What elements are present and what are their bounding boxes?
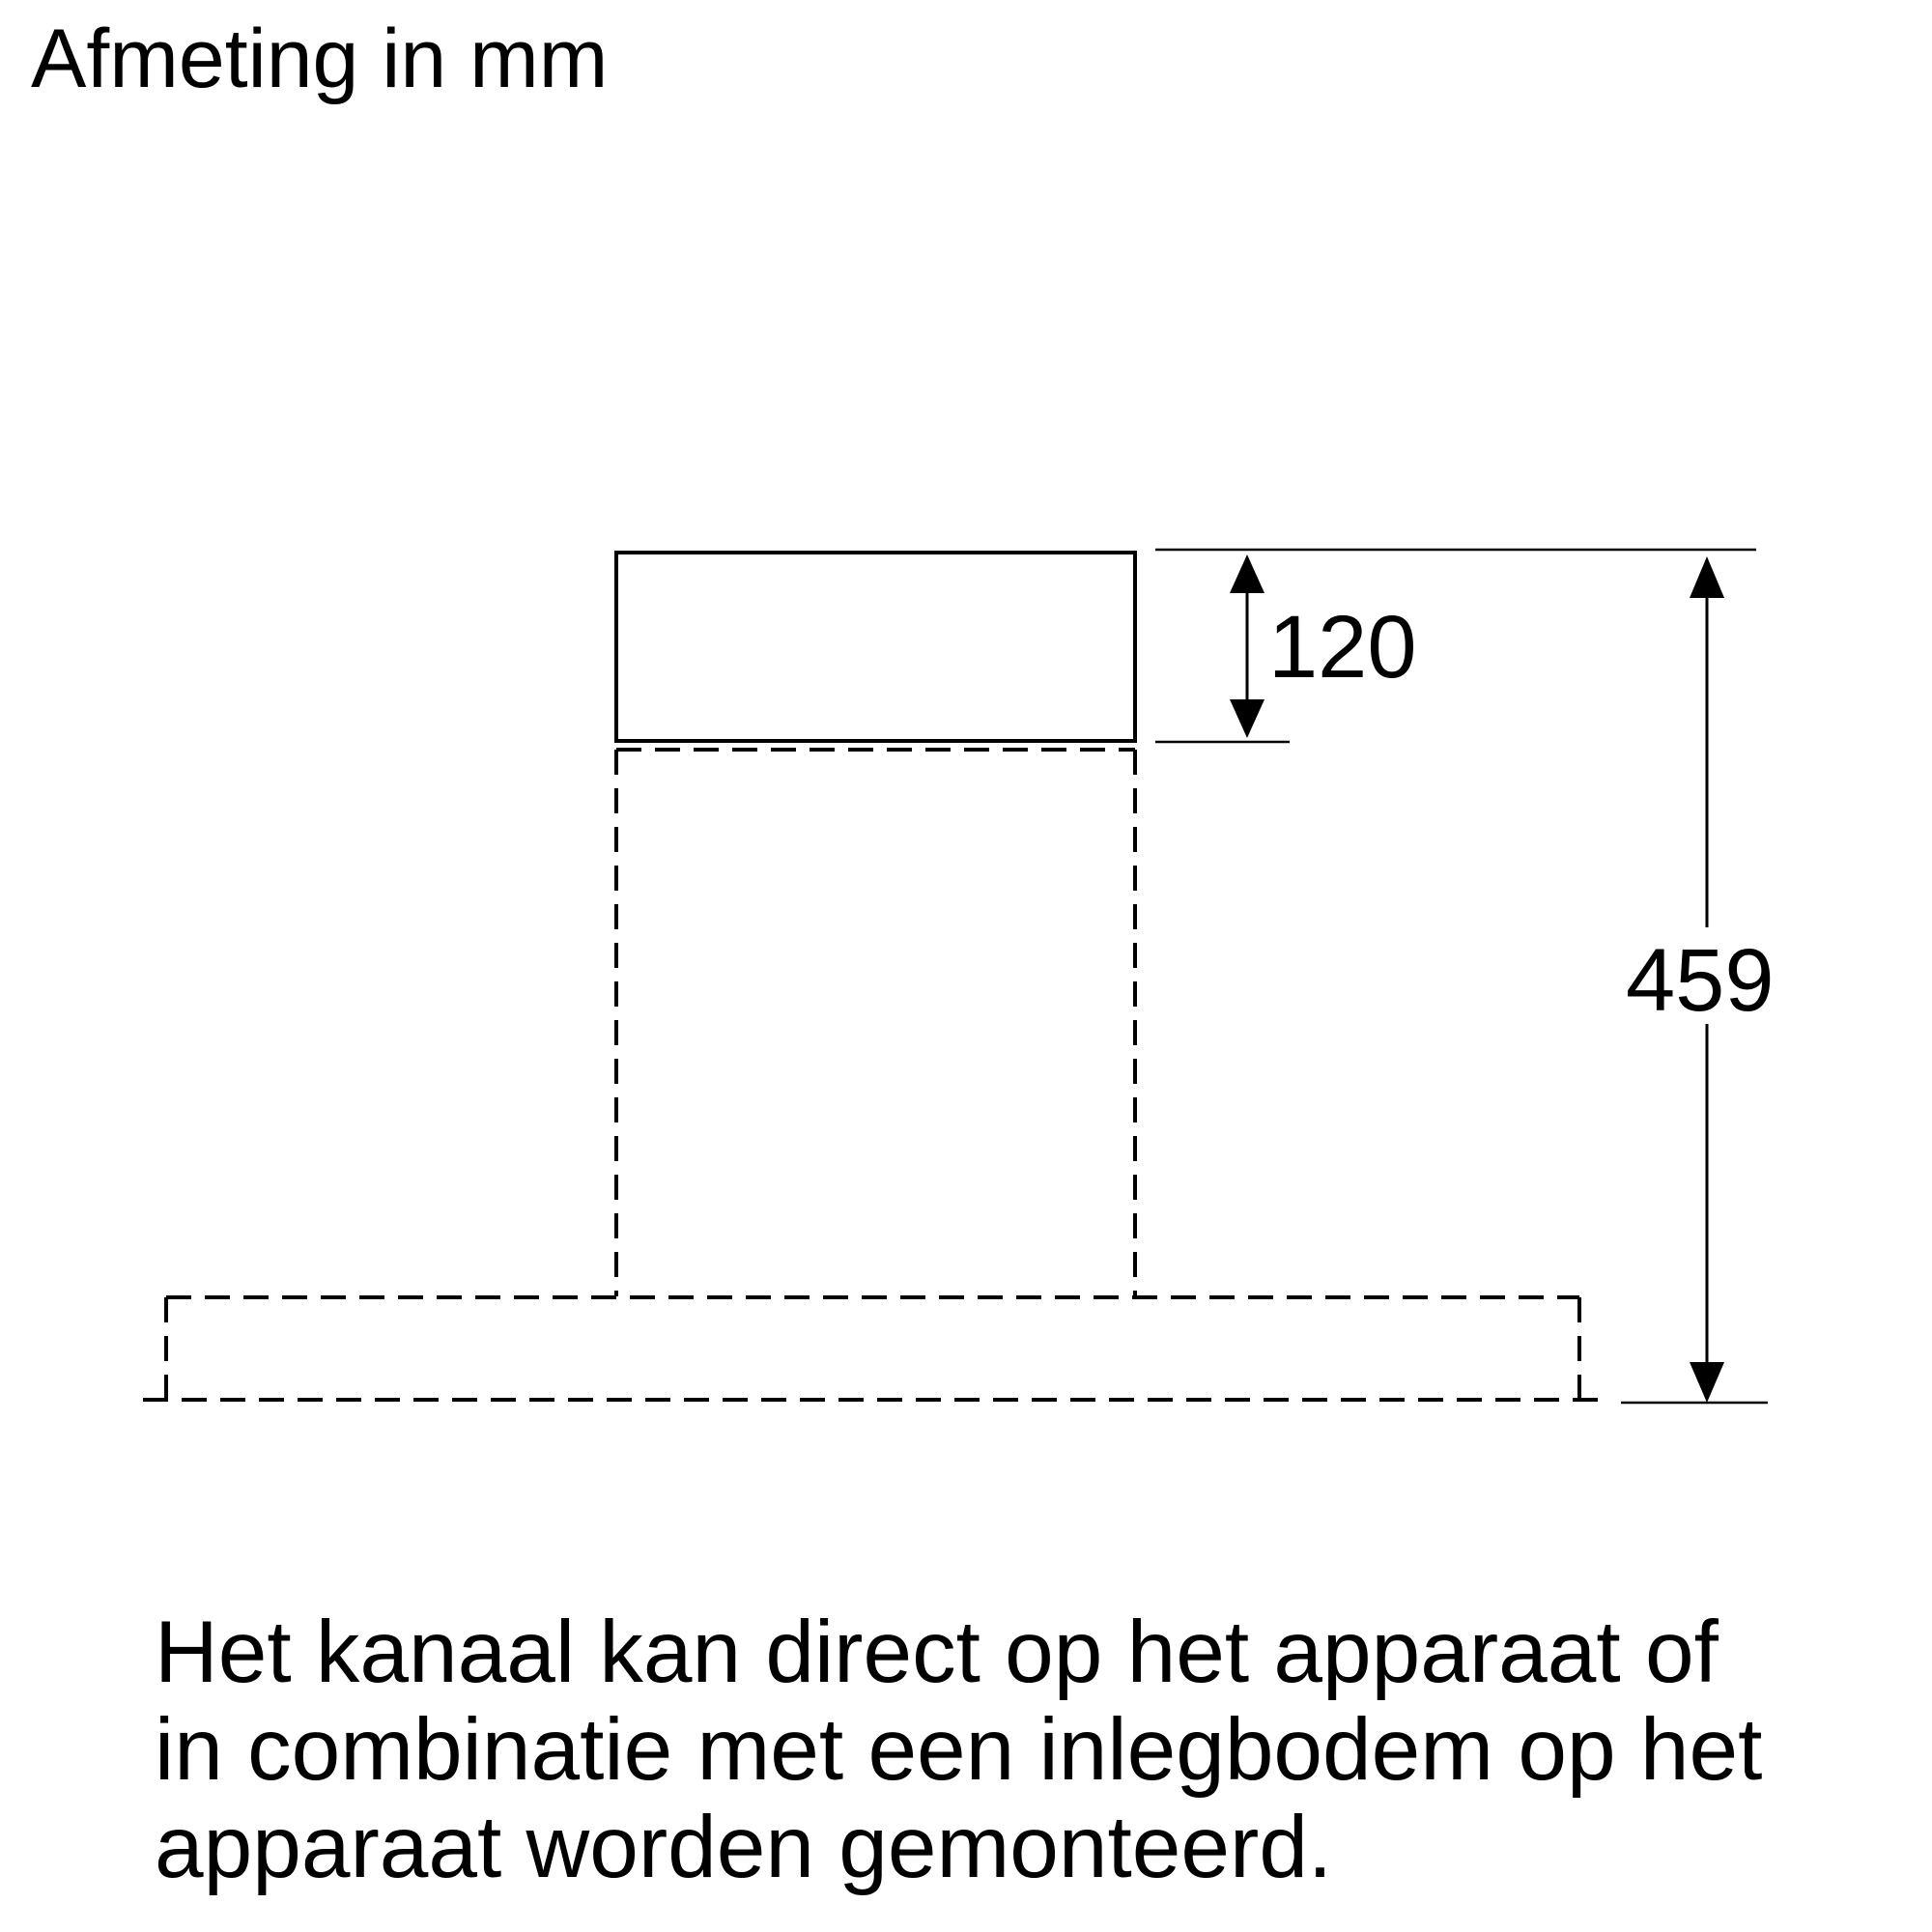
- dimension-label-duct-height: 120: [1268, 598, 1417, 696]
- base-plate-outline: [143, 1297, 1611, 1400]
- dimension-label-total-height: 459: [1626, 931, 1775, 1030]
- mounting-note: [155, 1604, 1893, 1896]
- mounting-note-line: Het kanaal kan direct op het apparaat of: [155, 1604, 1719, 1701]
- duct-box: [616, 553, 1135, 741]
- dimension-arrow-duct-height: [1230, 554, 1264, 738]
- mounting-note-line: in combinatie met een inlegbodem op het: [155, 1701, 1763, 1799]
- drawing-title: Afmeting in mm: [31, 13, 609, 105]
- mounting-note-line: apparaat worden gemonteerd.: [155, 1799, 1333, 1896]
- appliance-body-outline: [616, 750, 1135, 1296]
